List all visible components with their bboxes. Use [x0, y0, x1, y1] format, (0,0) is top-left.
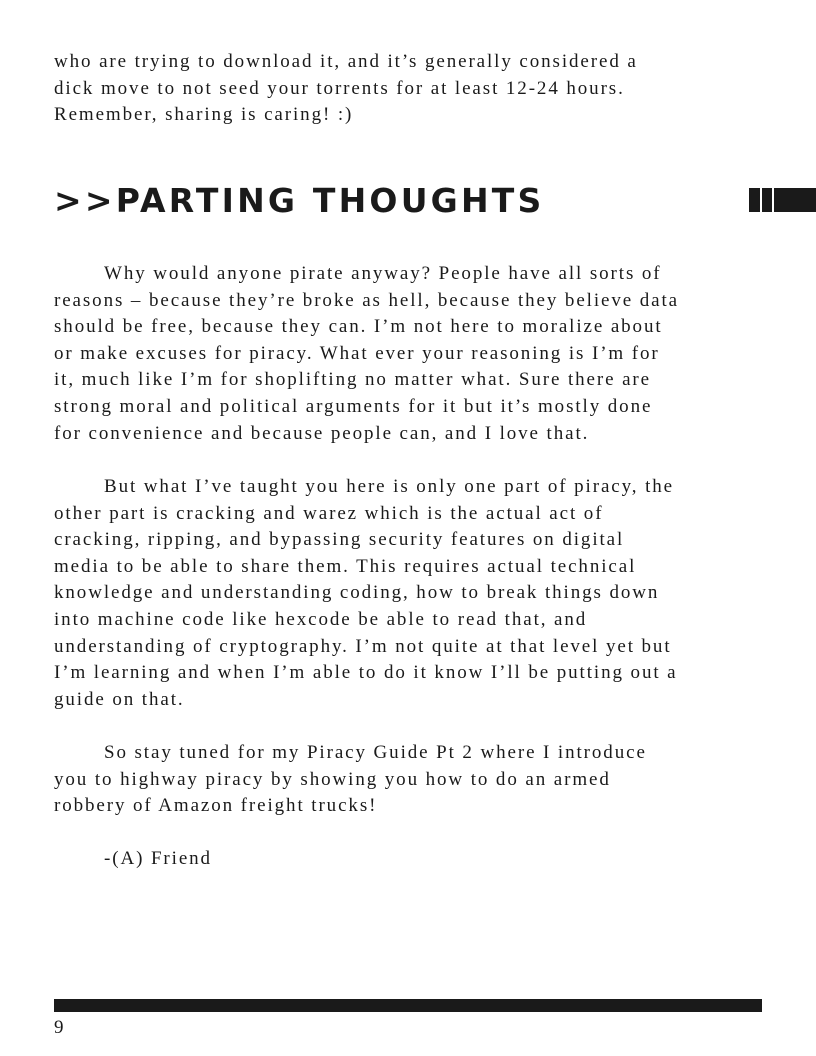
- decor-bar: [749, 188, 760, 212]
- signature: -(A) Friend: [104, 848, 212, 869]
- body-paragraph: So stay tuned for my Piracy Guide Pt 2 where I introduce you to highway piracy by showing you how to do an armed robbery of Amazon freight trucks!: [54, 742, 647, 817]
- decor-bar: [774, 188, 816, 212]
- page-number: 9: [54, 1017, 64, 1038]
- intro-paragraph: who are trying to download it, and it’s generally considered a dick move to not seed your torrents for at least 12-24 hours. Remember, sharing is caring! :): [54, 51, 638, 126]
- section-heading: >>PARTING THOUGHTS: [54, 181, 545, 220]
- decor-bar: [762, 188, 772, 212]
- heading-decoration: [749, 188, 816, 212]
- body-paragraph: But what I’ve taught you here is only one part of piracy, the other part is cracking and warez which is the actual act of cracking, ripping, and bypassing security features on digital media to be able to share them. This requires actual technical knowledge and understanding coding, how to break things down into machine code like hexcode be able to read that, and understanding of cryptography. I’m not quite at that level yet but I’m learning and when I’m able to do it know I’ll be putting out a guide on that.: [54, 476, 678, 710]
- body-paragraph: Why would anyone pirate anyway? People have all sorts of reasons – because they’re broke as hell, because they believe data should be free, because they can. I’m not here to moralize about or make excuses for piracy. What ever your reasoning is I’m for it, much like I’m for shoplifting no matter what. Sure there are strong moral and political arguments for it but it’s mostly done for convenience and because people can, and I love that.: [54, 263, 679, 444]
- footer-rule: [54, 999, 762, 1012]
